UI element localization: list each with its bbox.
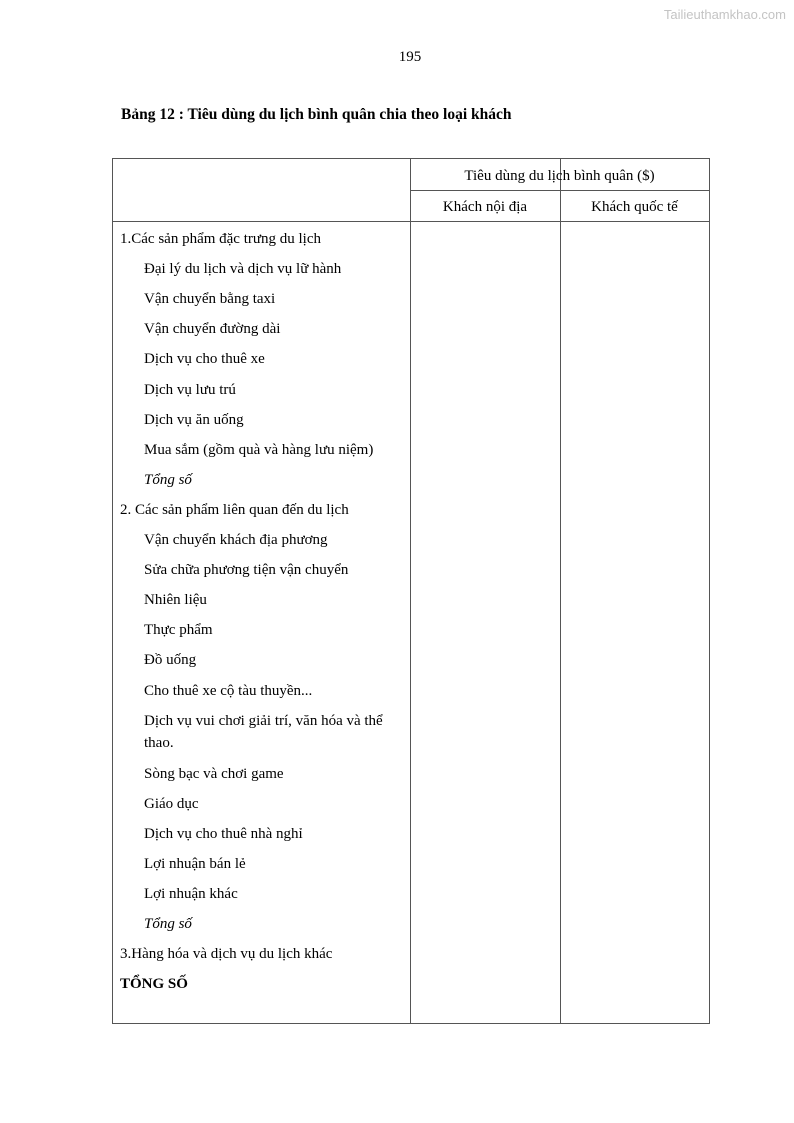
row-label: Sửa chữa phương tiện vận chuyển: [144, 562, 349, 579]
column-divider-1: [410, 159, 411, 1023]
row-label: Dịch vụ ăn uống: [144, 411, 244, 428]
row-label: 3.Hàng hóa và dịch vụ du lịch khác: [120, 946, 333, 963]
page-number: 195: [398, 49, 422, 65]
header-divider-2: [113, 221, 709, 222]
row-label: Tổng số: [144, 471, 192, 488]
row-label: Lợi nhuận khác: [144, 886, 238, 903]
row-label: Thực phẩm: [144, 622, 213, 639]
row-label: Lợi nhuận bán lẻ: [144, 856, 246, 872]
column-header-international: Khách quốc tế: [591, 199, 678, 215]
row-label: Dịch vụ vui chơi giải trí, văn hóa và thể thao.: [144, 712, 383, 751]
row-label: Vận chuyển bằng taxi: [144, 291, 276, 308]
row-label: Dịch vụ cho thuê xe: [144, 351, 265, 368]
header-group-label: Tiêu dùng du lịch bình quân ($): [464, 168, 655, 184]
row-label: 1.Các sản phẩm đặc trưng du lịch: [120, 231, 321, 247]
row-label: Đại lý du lịch và dịch vụ lữ hành: [144, 261, 342, 278]
column-divider-2: [560, 159, 561, 1023]
row-label: Vận chuyển khách địa phương: [144, 532, 328, 548]
row-label: TỔNG SỐ: [120, 976, 188, 993]
watermark: Tailieuthamkhao.com: [663, 7, 786, 22]
row-label: 2. Các sản phẩm liên quan đến du lịch: [120, 501, 349, 518]
row-label: Vận chuyển đường dài: [144, 321, 281, 338]
column-header-domestic: Khách nội địa: [442, 199, 528, 215]
row-label: Tổng số: [144, 916, 192, 933]
row-label: Mua sắm (gồm quà và hàng lưu niệm): [144, 441, 374, 458]
row-label: Dịch vụ cho thuê nhà nghỉ: [144, 825, 303, 842]
row-label: Giáo dục: [144, 795, 199, 812]
row-label: Nhiên liệu: [144, 592, 207, 609]
header-divider-1: [410, 190, 709, 191]
row-label: Sòng bạc và chơi game: [144, 765, 284, 782]
row-label: Đồ uống: [144, 652, 197, 669]
table-title: Bảng 12 : Tiêu dùng du lịch bình quân chia theo loại khách: [121, 106, 512, 123]
row-label: Cho thuê xe cộ tàu thuyền...: [144, 682, 313, 699]
row-label: Dịch vụ lưu trú: [144, 381, 236, 398]
